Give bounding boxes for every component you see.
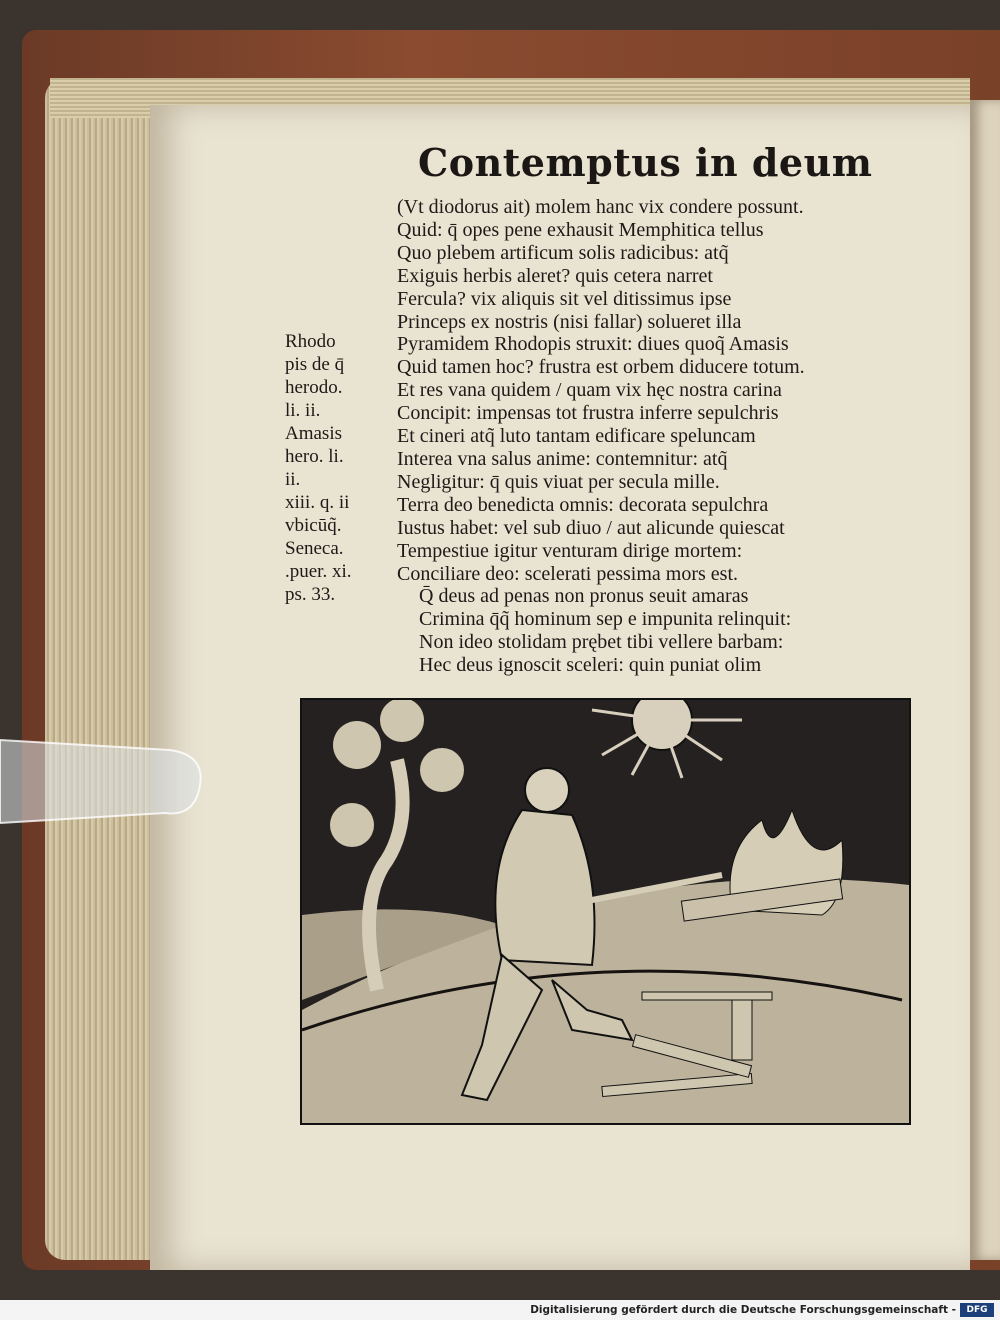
verse-line: Tempestiue igitur venturam dirige mortem:: [397, 539, 743, 562]
margin-note: herodo.: [285, 377, 343, 398]
margin-note: ii.: [285, 469, 301, 490]
verse-line: Pyramidem Rhodopis struxit: diues quoq̃ Amasis: [397, 333, 789, 356]
margin-notes: [285, 330, 380, 606]
verse-line: Quid: q̄ opes pene exhausit Memphitica tellus: [397, 218, 764, 241]
indented-verse-line: Hec deus ignoscit sceleri: quin puniat olim: [419, 654, 762, 677]
woodcut-illustration: [300, 698, 911, 1125]
verse-text: [397, 196, 877, 677]
verse-line: Et cineri atq̃ luto tantam edificare speluncam: [397, 425, 756, 448]
verse-line: (Vt diodorus ait) molem hanc vix condere possunt.: [397, 196, 804, 218]
verse-line: Fercula? vix aliquis sit vel ditissimus ipse: [397, 287, 732, 310]
margin-note: pis de q̄: [285, 354, 345, 375]
margin-note: Rhodo: [285, 331, 336, 352]
verse-line: Quid tamen hoc? frustra est orbem diducere totum.: [397, 356, 805, 379]
verse-line: Iustus habet: vel sub diuo / aut alicunde quiescat: [397, 516, 785, 539]
page-clip: [0, 735, 205, 825]
footer-credit: Digitalisierung gefördert durch die Deutsche Forschungsgemeinschaft -: [530, 1304, 956, 1316]
verse-line: Et res vana quidem / quam vix hęc nostra carina: [397, 379, 782, 402]
margin-note: hero. li.: [285, 446, 344, 467]
verse-line: Concipit: impensas tot frustra inferre sepulchris: [397, 402, 779, 425]
margin-note: xiii. q. ii: [285, 492, 350, 513]
verse-line: Interea vna salus anime: contemnitur: atq̃: [397, 447, 728, 470]
verse-line: Negligitur: q̄ quis viuat per secula mille.: [397, 470, 720, 493]
footer-bar: [0, 1300, 1000, 1320]
verse-line: Terra deo benedicta omnis: decorata sepulchra: [397, 493, 769, 516]
verse-line: Exiguis herbis aleret? quis cetera narret: [397, 264, 713, 287]
margin-note: vbicūq̃.: [285, 515, 342, 536]
page-heading: Contemptus in deum: [418, 140, 873, 185]
verse-line: Princeps ex nostris (nisi fallar) solueret illa: [397, 310, 742, 333]
facing-page-edge: [970, 100, 1000, 1260]
verse-line: Conciliare deo: scelerati pessima mors est.: [397, 562, 739, 585]
margin-note: .puer. xi.: [285, 561, 352, 582]
margin-note: Seneca.: [285, 538, 344, 559]
indented-verse-line: Crimina q̄q̃ hominum sep e impunita relinquit:: [419, 608, 792, 631]
verse-line: Quo plebem artificum solis radicibus: atq̃: [397, 241, 729, 264]
indented-verse-line: Q̄ deus ad penas non pronus seuit amaras: [419, 585, 749, 608]
margin-note: ps. 33.: [285, 584, 336, 605]
margin-note: Amasis: [285, 423, 342, 444]
dfg-logo: DFG: [960, 1303, 994, 1317]
indented-verse-line: Non ideo stolidam prębet tibi vellere barbam:: [419, 631, 784, 654]
margin-note: li. ii.: [285, 400, 321, 421]
